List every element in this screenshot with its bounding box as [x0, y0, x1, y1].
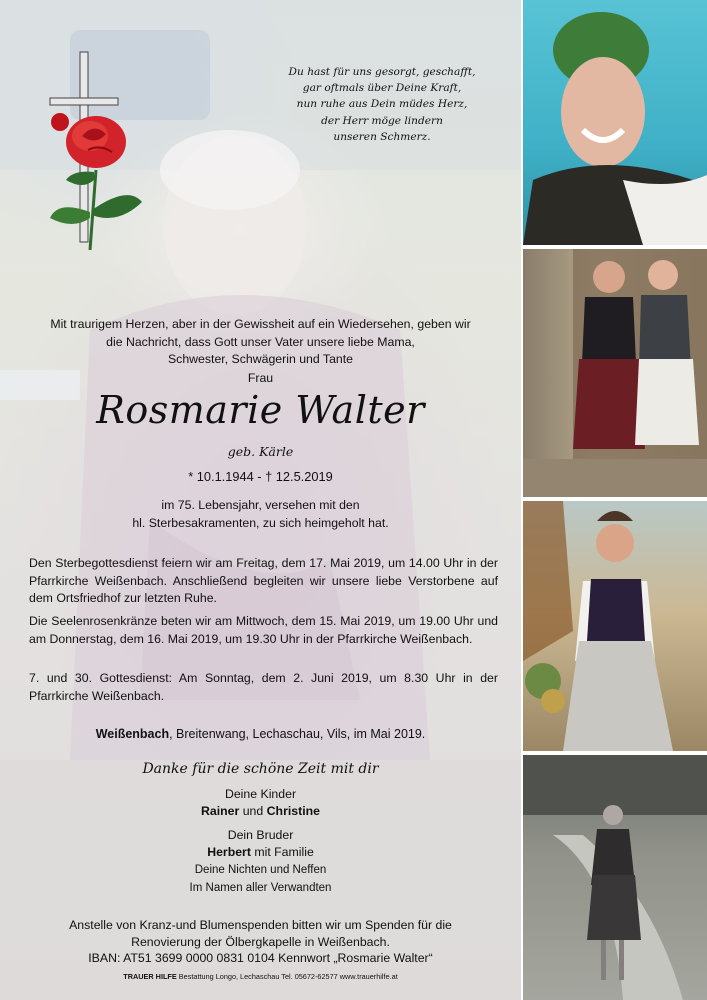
relatives-line: Im Namen aller Verwandten [189, 882, 332, 894]
deceased-name: Rosmarie Walter [96, 388, 425, 432]
funeral-service-paragraph: Den Sterbegottesdienst feiern wir am Freitag, dem 17. Mai 2019, um 14.00 Uhr in der Pfarrkirche Weißenbach. Anschließend begleiten wir unsere liebe Verstorbene auf dem Ortsfriedhof zur letzten Ruhe. [29, 556, 498, 606]
life-line: im 75. Lebensjahr, versehen mit den [161, 498, 360, 512]
places-rest: , Breitenwang, Lechaschau, Vils, im Mai 2019. [169, 727, 426, 741]
places-first: Weißenbach [95, 727, 170, 741]
brother-label: Dein Bruder [227, 828, 294, 842]
life-dates: * 10.1.1944 - † 12.5.2019 [188, 469, 333, 484]
nieces-line: Deine Nichten und Neffen [194, 864, 327, 876]
donation-line: IBAN: AT51 3699 0000 0831 0104 Kennwort „Rosmarie Walter“ [88, 951, 433, 966]
brother-suffix: mit Familie [254, 845, 314, 859]
donation-line: Anstelle von Kranz-und Blumenspenden bitten wir um Spenden für die [69, 918, 452, 932]
intro-line: Mit traurigem Herzen, aber in der Gewissheit auf ein Wiedersehen, geben wir [50, 317, 471, 331]
intro-line: die Nachricht, dass Gott unser Vater unsere liebe Mama, [106, 334, 415, 349]
rosary-paragraph: Die Seelenrosenkränze beten wir am Mittwoch, dem 15. Mai 2019, um 19.00 Uhr und am Donnerstag, dem 16. Mai 2019, um 19.30 Uhr in der Pfarrkirche Weißenbach. [29, 614, 498, 646]
children-label: Deine Kinder [224, 787, 297, 801]
photo-column [521, 0, 707, 1000]
portrait-photo [523, 0, 707, 245]
salutation: Frau [247, 371, 274, 385]
maiden-name: geb. Kärle [227, 444, 294, 459]
and-word: und [242, 804, 264, 818]
two-women-photo [523, 249, 707, 497]
poem-line: gar oftmals über Deine Kraft, [302, 82, 462, 95]
rose-icon [38, 100, 148, 250]
poem-line: der Herr möge lindern [321, 114, 443, 127]
donation-line: Renovierung der Ölbergkapelle in Weißenbach. [131, 934, 390, 949]
poem-line: unseren Schmerz. [333, 130, 431, 143]
footer-brand: TRAUER HILFE [123, 972, 177, 981]
child-name: Christine [266, 804, 320, 818]
footer-info: Bestattung Longo, Lechaschau Tel. 05672-62577 www.trauerhilfe.at [178, 972, 398, 981]
poem-line: nun ruhe aus Dein müdes Herz, [296, 98, 468, 111]
life-lines [0, 497, 521, 532]
brother-line [0, 843, 521, 861]
children-names [0, 802, 521, 820]
intro-line: Schwester, Schwägerin und Tante [167, 352, 354, 367]
dirndl-photo [523, 501, 707, 751]
intro-text [0, 316, 521, 369]
poem-line: Du hast für uns gesorgt, geschafft, [288, 66, 476, 78]
footer [0, 972, 521, 981]
child-name: Rainer [201, 804, 240, 818]
memorial-service-paragraph: 7. und 30. Gottesdienst: Am Sonntag, dem 2. Juni 2019, um 8.30 Uhr in der Pfarrkirche Weißenbach. [29, 671, 498, 703]
life-line: hl. Sterbesakramenten, zu sich heimgeholt hat. [132, 515, 389, 530]
field-path-photo [523, 755, 707, 1000]
donation-text [0, 917, 521, 967]
brother-name: Herbert [207, 845, 251, 859]
places-line [0, 727, 521, 741]
poem [268, 64, 496, 145]
thanks-line: Danke für die schöne Zeit mit dir [142, 761, 379, 777]
